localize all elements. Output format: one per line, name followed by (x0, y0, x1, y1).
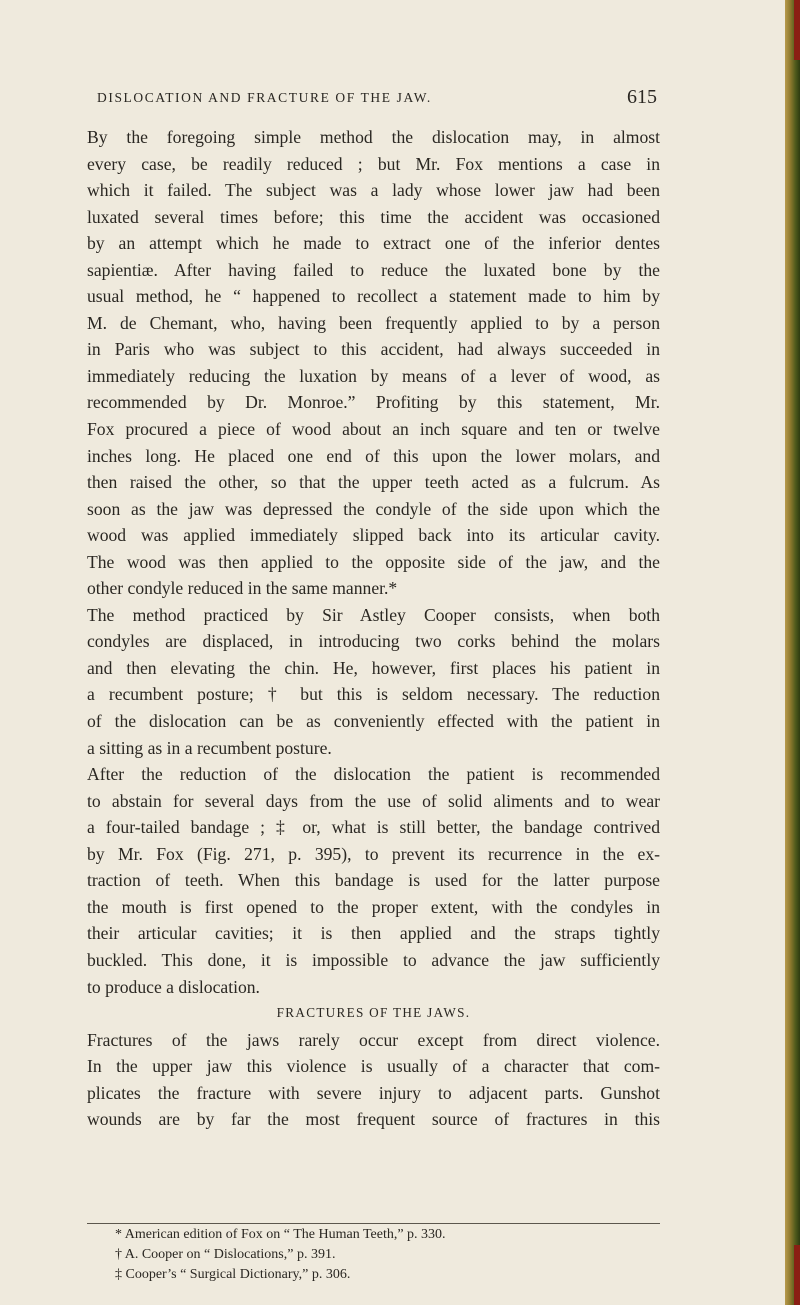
text-line: sapientiæ. After having failed to reduce the luxated bone by the (87, 259, 660, 280)
text-line: in Paris who was subject to this accident, had always succeeded in (87, 339, 660, 360)
text-line: usual method, he “ happened to recollect a statement made to him by (87, 286, 660, 307)
text-line: In the upper jaw this violence is usually of a character that com- (87, 1056, 660, 1077)
text-line: to produce a dislocation. (87, 976, 260, 997)
text-line: wounds are by far the most frequent source of fractures in this (87, 1109, 660, 1130)
text-line: immediately reducing the luxation by means of a lever of wood, as (87, 365, 660, 386)
text-line: a four-tailed bandage ; ‡ or, what is still better, the bandage contrived (87, 817, 660, 838)
section-heading: FRACTURES OF THE JAWS. (276, 1005, 471, 1021)
text-line: condyles are displaced, in introducing two corks behind the molars (87, 631, 660, 652)
running-title: DISLOCATION AND FRACTURE OF THE JAW. (97, 90, 432, 105)
footnote: * American edition of Fox on “ The Human Teeth,” p. 330. (115, 1227, 446, 1242)
text-line: luxated several times before; this time the accident was occasioned (87, 206, 660, 227)
footnotes (115, 1225, 675, 1285)
page-number: 615 (627, 86, 657, 108)
text-line: wood was applied immediately slipped back into its articular cavity. (87, 525, 660, 546)
text-line: recommended by Dr. Monroe.” Profiting by this statement, Mr. (87, 392, 660, 413)
text-line: inches long. He placed one end of this upon the lower molars, and (87, 445, 660, 466)
text-line: to abstain for several days from the use of solid aliments and to wear (87, 790, 660, 811)
text-line: by an attempt which he made to extract one of the inferior dentes (87, 233, 660, 254)
binding-red-stripe (794, 1245, 800, 1305)
text-line: soon as the jaw was depressed the condyle of the side upon which the (87, 498, 660, 519)
page-header (97, 86, 657, 116)
text-line: The method practiced by Sir Astley Cooper consists, when both (87, 604, 660, 625)
text-line: plicates the fracture with severe injury to adjacent parts. Gunshot (87, 1082, 660, 1103)
text-line: their articular cavities; it is then applied and the straps tightly (87, 923, 660, 944)
footnote: † A. Cooper on “ Dislocations,” p. 391. (115, 1247, 336, 1262)
text-line: Fox procured a piece of wood about an inch square and ten or twelve (87, 419, 660, 440)
text-line: which it failed. The subject was a lady whose lower jaw had been (87, 180, 660, 201)
text-line: By the foregoing simple method the dislocation may, in almost (87, 127, 660, 147)
text-line: other condyle reduced in the same manner.* (87, 578, 398, 599)
text-line: every case, be readily reduced ; but Mr. Fox mentions a case in (87, 153, 660, 174)
text-line: of the dislocation can be as conveniently effected with the patient in (87, 711, 660, 732)
text-line: by Mr. Fox (Fig. 271, p. 395), to prevent its recurrence in the ex- (87, 843, 660, 864)
body-text (87, 124, 660, 1133)
footnote-rule (87, 1223, 660, 1224)
text-line: a sitting as in a recumbent posture. (87, 737, 332, 758)
text-line: the mouth is first opened to the proper extent, with the condyles in (87, 896, 660, 917)
text-line: traction of teeth. When this bandage is used for the latter purpose (87, 870, 660, 891)
text-line: M. de Chemant, who, having been frequently applied to by a person (87, 312, 660, 333)
text-line: Fractures of the jaws rarely occur except from direct violence. (87, 1029, 660, 1050)
binding-red-stripe (794, 0, 800, 60)
text-line: a recumbent posture; † but this is seldom necessary. The reduction (87, 684, 660, 705)
text-line: buckled. This done, it is impossible to advance the jaw sufficiently (87, 949, 660, 970)
text-line: The wood was then applied to the opposite side of the jaw, and the (87, 551, 660, 572)
footnote: ‡ Cooper’s “ Surgical Dictionary,” p. 306. (115, 1267, 351, 1282)
book-binding-edge (785, 0, 800, 1305)
text-line: and then elevating the chin. He, however, first places his patient in (87, 657, 660, 678)
text-line: then raised the other, so that the upper teeth acted as a fulcrum. As (87, 472, 660, 493)
text-line: After the reduction of the dislocation the patient is recommended (87, 764, 660, 785)
